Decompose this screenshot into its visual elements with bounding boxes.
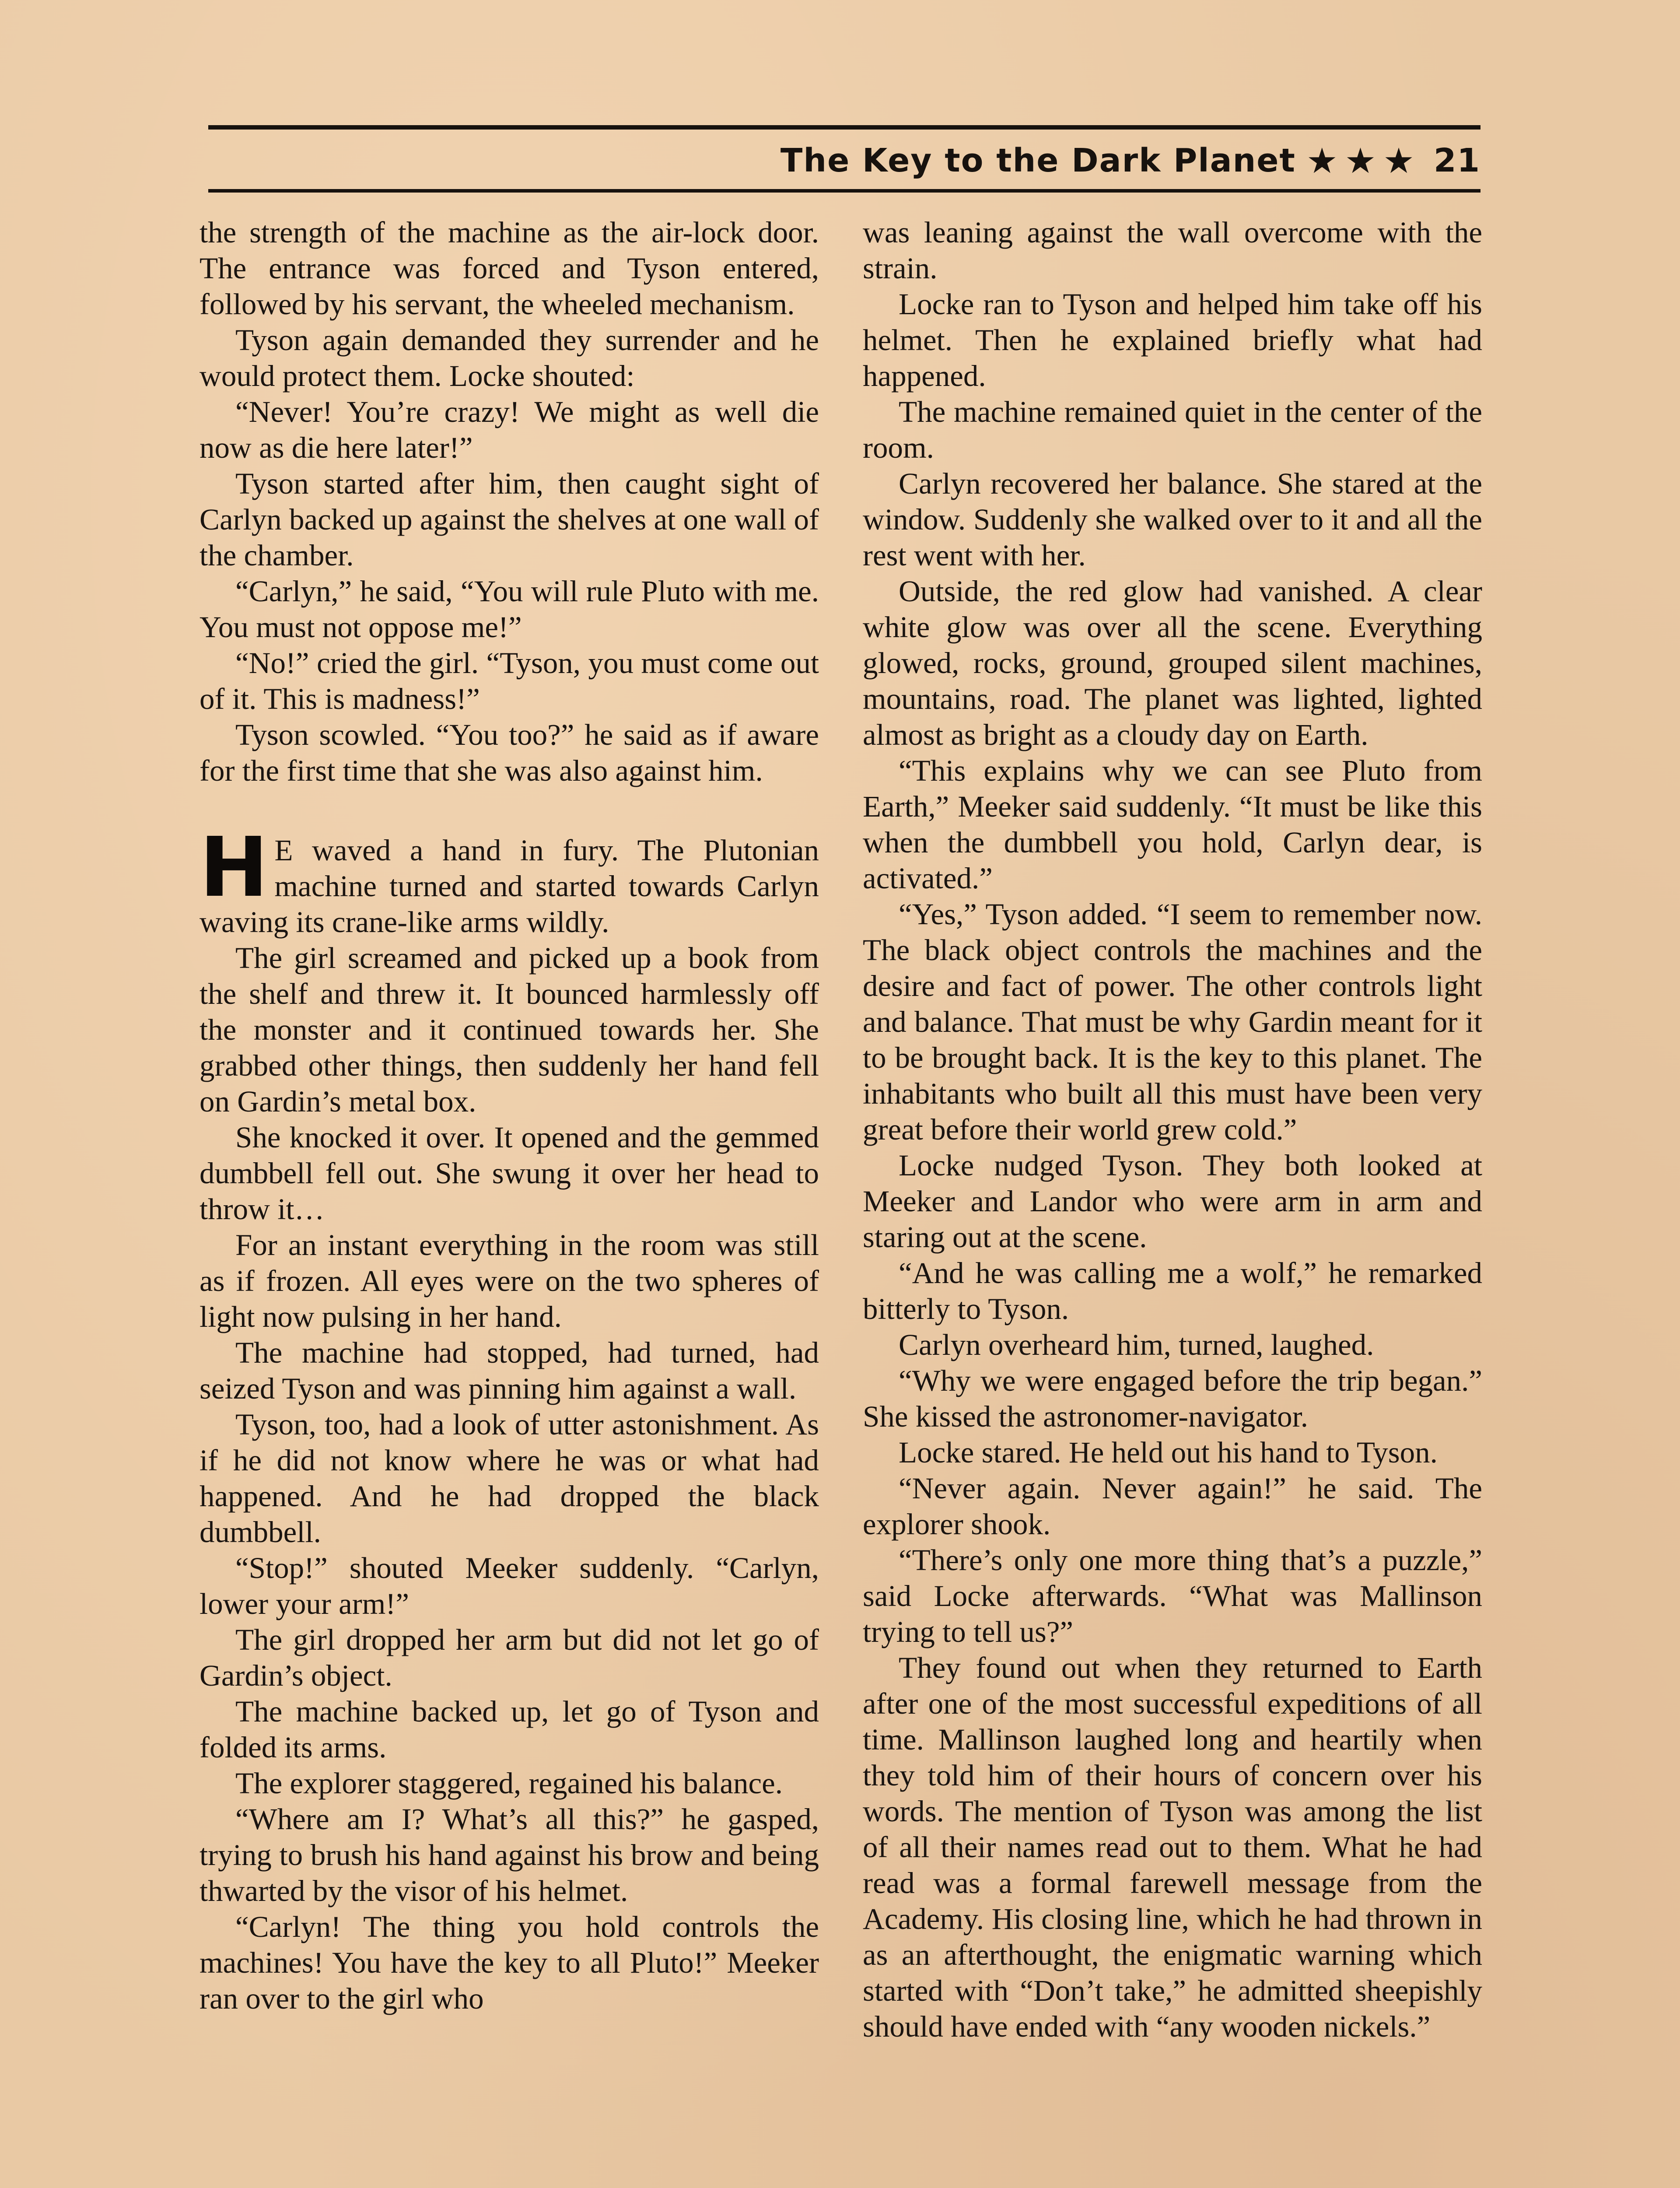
paragraph: “And he was calling me a wolf,” he remarked bitterly to Tyson. [863,1256,1482,1325]
paragraph: Tyson started after him, then caught sight of Carlyn backed up against the shelves at one wall of the chamber. [200,467,819,572]
paragraph: For an instant everything in the room was still as if frozen. All eyes were on the two spheres of light now pulsing in her hand. [200,1228,819,1333]
paragraph: They found out when they returned to Earth after one of the most successful expeditions of all time. Mallinson laughed long and heartily when they told him of their hours of concern over his words. The mention of Tyson was among the list of all their names read out to them. What he had read was a formal farewell message from the Academy. His closing line, which he had thrown in as an afterthought, the enigmatic warning which started with “Don’t take,” he admitted sheepishly should have ended with “any wooden nickels.” [863,1651,1482,2043]
paragraph: Outside, the red glow had vanished. A clear white glow was over all the scene. Everything glowed, rocks, ground, grouped silent machines, mountains, road. The planet was lighted, lighted almost as bright as a cloudy day on Earth. [863,575,1482,751]
paragraph: the strength of the machine as the air-lock door. The entrance was forced and Tyson entered, followed by his servant, the wheeled mechanism. [200,216,819,321]
paragraph: The machine backed up, let go of Tyson and folded its arms. [200,1695,819,1764]
story-title: The Key to the Dark Planet [780,142,1296,179]
paragraph: The explorer staggered, regained his balance. [235,1767,783,1800]
paragraph: The girl screamed and picked up a book from the shelf and threw it. It bounced harmlessly off the monster and it continued towards her. She grabbed other things, then suddenly her hand fell on Gardin’s metal box. [200,941,819,1118]
paragraph: “This explains why we can see Pluto from Earth,” Meeker said suddenly. “It must be like this when the dumbbell you hold, Carlyn dear, is activated.” [863,754,1482,895]
section-opening-paragraph [200,820,819,940]
paragraph: Carlyn overheard him, turned, laughed. [899,1328,1374,1361]
header-bottom-rule [208,189,1480,193]
star-icon: ★ [1383,140,1416,181]
paragraph: “Carlyn,” he said, “You will rule Pluto with me. You must not oppose me!” [200,575,819,644]
paragraph: Locke ran to Tyson and helped him take off his helmet. Then he explained briefly what had happened. [863,288,1482,393]
paragraph: “Carlyn! The thing you hold controls the machines! You have the key to all Pluto!” Meeker ran over to the girl who [200,1910,819,2015]
section-opening-text: E waved a hand in fury. The Plutonian machine turned and started towards Carlyn waving its crane-like arms wildly. [200,834,819,939]
paragraph: She knocked it over. It opened and the gemmed dumbbell fell out. She swung it over her head to throw it… [200,1121,819,1226]
paragraph: The machine remained quiet in the center of the room. [863,395,1482,464]
paragraph: Tyson again demanded they surrender and he would protect them. Locke shouted: [200,323,819,393]
paragraph: “No!” cried the girl. “Tyson, you must come out of it. This is madness!” [200,646,819,715]
left-column [200,214,819,2016]
paragraph: Tyson, too, had a look of utter astonishment. As if he did not know where he was or what had happened. And he had dropped the black dumbbell. [200,1408,819,1549]
paragraph: was leaning against the wall overcome with the strain. [863,216,1482,285]
header-top-rule [208,125,1480,130]
paragraph: “Why we were engaged before the trip began.” She kissed the astronomer-navigator. [863,1364,1482,1433]
running-header [780,137,1480,185]
star-icon: ★ [1306,140,1339,181]
paragraph: “Stop!” shouted Meeker suddenly. “Carlyn, lower your arm!” [200,1551,819,1620]
paragraph: “Where am I? What’s all this?” he gasped, trying to brush his hand against his brow and being thwarted by the visor of his helmet. [200,1802,819,1907]
paragraph: “Never again. Never again!” he said. The explorer shook. [863,1472,1482,1541]
page-number: 21 [1434,142,1480,179]
paragraph: Locke nudged Tyson. They both looked at Meeker and Landor who were arm in arm and staring out at the scene. [863,1149,1482,1254]
paragraph: The girl dropped her arm but did not let go of Gardin’s object. [200,1623,819,1692]
paragraph: Tyson scowled. “You too?” he said as if aware for the first time that she was also against him. [200,718,819,787]
star-ornaments [1306,140,1415,181]
paragraph: “Yes,” Tyson added. “I seem to remember now. The black object controls the machines and the desire and fact of power. The other controls light and balance. That must be why Gardin meant for it to be brought back. It is the key to this planet. The inhabitants who built all this must have been very great before their world grew cold.” [863,898,1482,1146]
paragraph: “Never! You’re crazy! We might as well die now as die here later!” [200,395,819,464]
paragraph: “There’s only one more thing that’s a puzzle,” said Locke afterwards. “What was Mallinson trying to tell us?” [863,1543,1482,1648]
star-icon: ★ [1344,140,1377,181]
paragraph: The machine had stopped, had turned, had seized Tyson and was pinning him against a wall. [200,1336,819,1405]
right-column [863,214,1482,2044]
paragraph: Carlyn recovered her balance. She stared at the window. Suddenly she walked over to it and all the rest went with her. [863,467,1482,572]
paragraph: Locke stared. He held out his hand to Tyson. [899,1436,1438,1469]
drop-cap: H [200,820,269,915]
